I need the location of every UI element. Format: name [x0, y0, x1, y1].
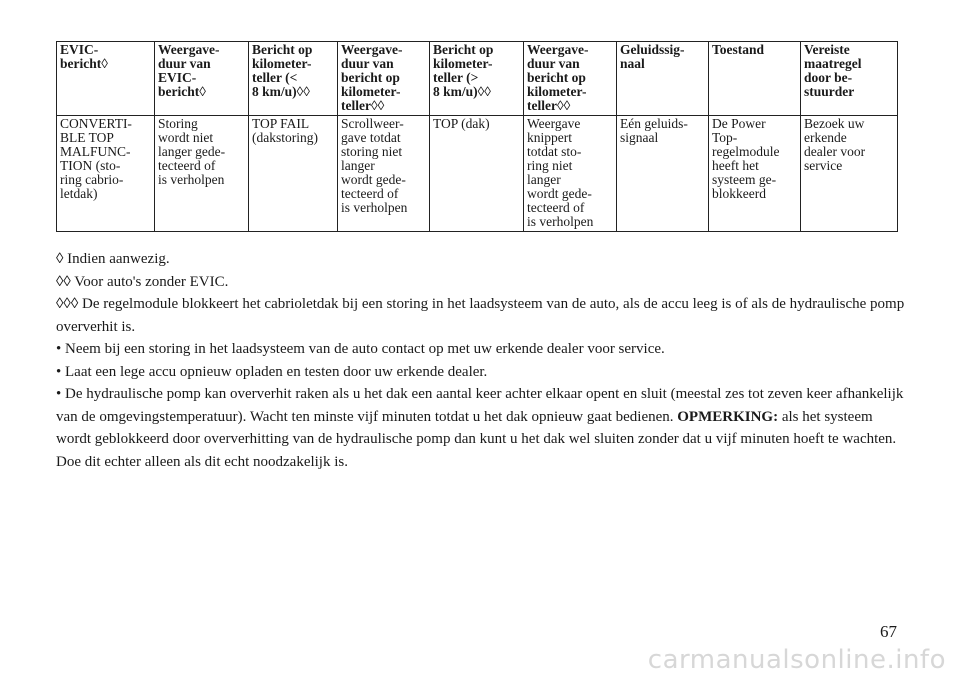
header-cell: Vereiste maatregel door be- stuurder — [801, 42, 898, 116]
footnote-present: ◊ Indien aanwezig. — [56, 251, 170, 267]
header-cell: EVIC- bericht◊ — [57, 42, 155, 116]
table-cell: TOP FAIL (dakstoring) — [249, 116, 338, 232]
table-cell: Scrollweer- gave totdat storing niet langer wordt gede- tecteerd of is verholpen — [338, 116, 430, 232]
header-cell: Geluidssig- naal — [617, 42, 709, 116]
header-cell: Weergave- duur van bericht op kilometer- teller◊◊ — [524, 42, 617, 116]
note-label: OPMERKING: — [677, 408, 779, 425]
table-cell: Bezoek uw erkende dealer voor service — [801, 116, 898, 232]
watermark-text: carmanualsonline.info — [647, 645, 946, 675]
table-cell: Storing wordt niet langer gede- tecteerd of is verholpen — [155, 116, 249, 232]
header-cell: Bericht op kilometer- teller (> 8 km/u)◊◊ — [430, 42, 524, 116]
footnotes — [56, 248, 906, 473]
header-cell: Weergave- duur van bericht op kilometer- teller◊◊ — [338, 42, 430, 116]
bullet-charging-system: • Neem bij een storing in het laadsysteem van de auto contact op met uw erkende dealer voor service. — [56, 341, 665, 357]
footnote-no-evic: ◊◊ Voor auto's zonder EVIC. — [56, 273, 229, 290]
table-cell: De Power Top- regelmodule heeft het systeem ge- blokkeerd — [709, 116, 801, 232]
table-cell: Eén geluids- signaal — [617, 116, 709, 232]
header-cell: Bericht op kilometer- teller (< 8 km/u)◊◊ — [249, 42, 338, 116]
header-cell: Toestand — [709, 42, 801, 116]
table-cell: Weergave knippert totdat sto- ring niet langer wordt gede- tecteerd of is verholpen — [524, 116, 617, 232]
table-cell: CONVERTI- BLE TOP MALFUNC- TION (sto- ring cabrio- letdak) — [57, 116, 155, 232]
bullet-text: • De hydraulische pomp kan oververhit raken als u het dak een aantal keer achter elkaar opent en sluit (meestal zes tot zeven keer afhankelijk van de omgevingstemperatuur). Wacht ten minste vijf minuten totdat u het dak opnieuw gaat bedienen. — [56, 386, 904, 425]
bullet-empty-battery: • Laat een lege accu opnieuw opladen en testen door uw erkende dealer. — [56, 363, 488, 380]
table-row — [57, 116, 898, 232]
footnote-control-module: ◊◊◊ De regelmodule blokkeert het cabrioletdak bij een storing in het laadsysteem van de auto, als de accu leeg is of als de hydraulische pomp oververhit is. — [56, 296, 905, 335]
note-text: als het systeem wordt geblokkeerd door oververhitting van de hydraulische pomp dan kunt u het dak wel sluiten zonder dat u vijf minuten hoeft te wachten. Doe dit echter alleen als dit echt noodzakelijk is. — [56, 408, 897, 470]
header-cell: Weergave- duur van EVIC- bericht◊ — [155, 42, 249, 116]
bullet-hydraulic-pump — [56, 383, 906, 473]
page-number: 67 — [880, 622, 897, 641]
table-cell: TOP (dak) — [430, 116, 524, 232]
evic-message-table — [56, 41, 898, 232]
table-header-row — [57, 42, 898, 116]
